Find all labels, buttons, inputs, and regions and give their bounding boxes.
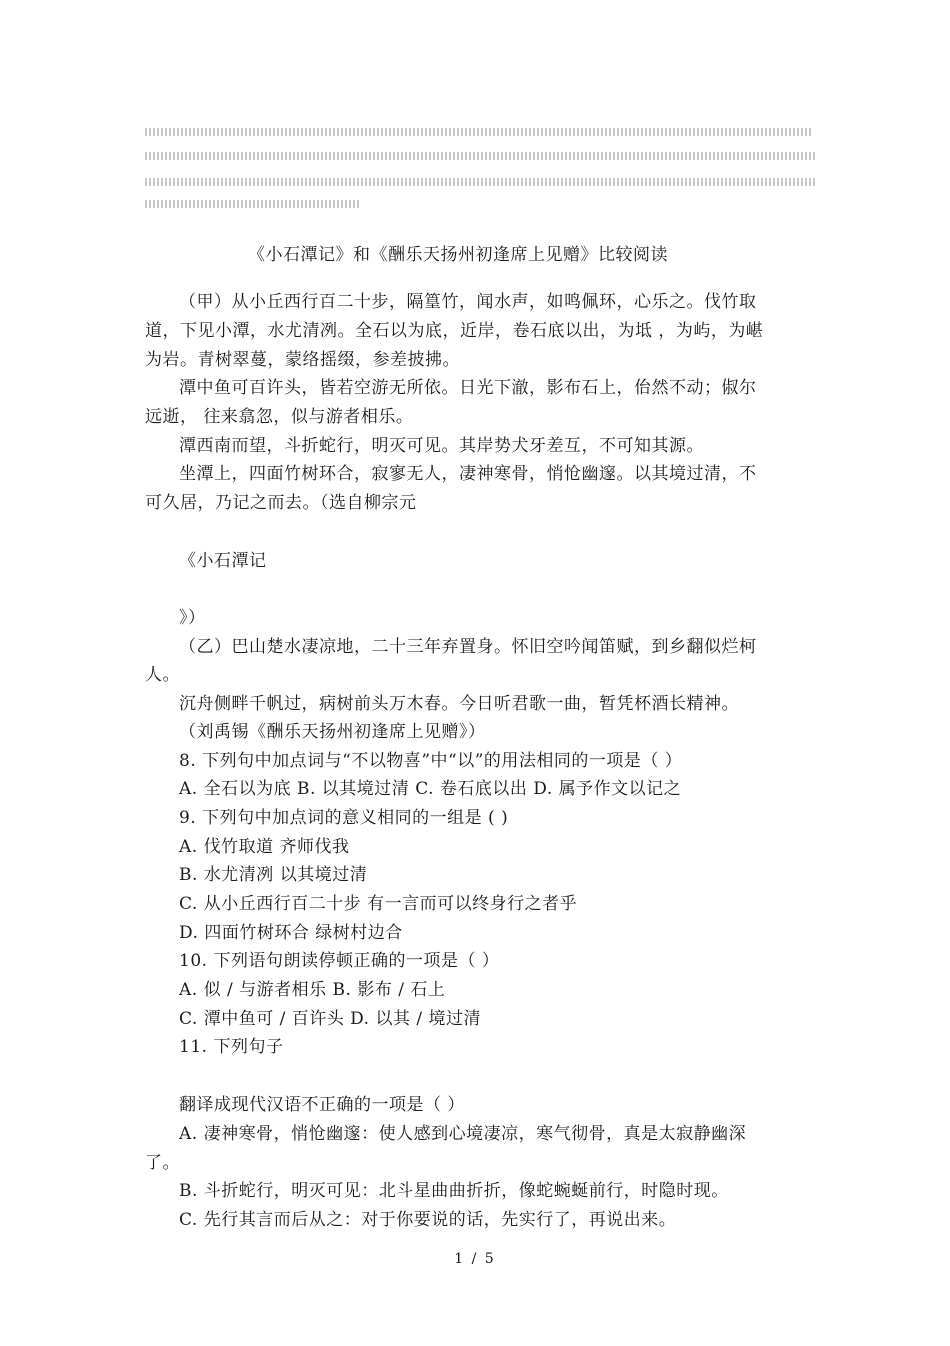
- question-line: C. 潭中鱼可 / 百许头 D. 以其 / 境过清: [179, 1009, 482, 1029]
- passage-a-line: 《小石潭记: [179, 551, 267, 571]
- question-line: C. 从小丘西行百二十步 有一言而可以终身行之者乎: [179, 894, 578, 914]
- passage-a-line: 坐潭上，四面竹树环合，寂寥无人，凄神寒骨，悄怆幽邃。以其境过清，不: [179, 464, 757, 484]
- question-line: 8. 下列句中加点词与“不以物喜”中“以”的用法相同的一项是（ ）: [179, 751, 683, 771]
- question-line: A. 伐竹取道 齐师伐我: [179, 837, 350, 857]
- passage-b-line: 人。: [145, 665, 180, 685]
- passage-a-line: 远逝， 往来翕忽，似与游者相乐。: [145, 407, 414, 427]
- page-title: 《小石潭记》和《酬乐天扬州初逢席上见赠》比较阅读: [248, 245, 668, 265]
- passage-b-line: （刘禹锡《酬乐天扬州初逢席上见赠》）: [179, 722, 486, 742]
- passage-b-line: 沉舟侧畔千帆过，病树前头万木春。今日听君歌一曲，暂凭杯酒长精神。: [179, 694, 739, 714]
- question-line: D. 四面竹树环合 绿树村边合: [179, 923, 403, 943]
- question-line: A. 似 / 与游者相乐 B. 影布 / 石上: [179, 980, 446, 1000]
- question-line: 翻译成现代汉语不正确的一项是（ ）: [179, 1095, 465, 1115]
- passage-a-line: 潭西南而望，斗折蛇行，明灭可见。其岸势犬牙差互，不可知其源。: [179, 436, 704, 456]
- question-line: C. 先行其言而后从之：对于你要说的话，先实行了，再说出来。: [179, 1210, 677, 1230]
- passage-a-line: 可久居，乃记之而去。（选自柳宗元: [145, 493, 417, 513]
- passage-a-line: （甲）从小丘西行百二十步，隔篁竹，闻水声，如鸣佩环，心乐之。伐竹取: [179, 292, 757, 312]
- header-noise-line: [145, 128, 813, 136]
- question-line: 10. 下列语句朗读停顿正确的一项是（ ）: [179, 951, 500, 971]
- question-line: 9. 下列句中加点词的意义相同的一组是 ( ): [179, 808, 509, 828]
- question-line: A. 凄神寒骨，悄怆幽邃：使人感到心境凄凉，寒气彻骨，真是太寂静幽深: [179, 1124, 747, 1144]
- header-noise-line: [145, 178, 817, 186]
- passage-a-line: 道，下见小潭，水尤清冽。全石以为底，近岸，卷石底以出，为坻 ，为屿，为嵁: [145, 321, 764, 341]
- question-line: 了。: [145, 1153, 180, 1173]
- question-line: A. 全石以为底 B. 以其境过清 C. 卷石底以出 D. 属予作文以记之: [179, 779, 682, 799]
- question-line: B. 水尤清冽 以其境过清: [179, 865, 368, 885]
- passage-a-line: 潭中鱼可百许头，皆若空游无所依。日光下澈，影布石上，佁然不动；俶尔: [179, 378, 757, 398]
- header-noise-line: [145, 200, 361, 208]
- question-line: B. 斗折蛇行，明灭可见：北斗星曲曲折折，像蛇蜿蜒前行，时隐时现。: [179, 1181, 729, 1201]
- header-noise-line: [145, 152, 817, 160]
- passage-a-line: 为岩。青树翠蔓，蒙络摇缀，参差披拂。: [145, 350, 460, 370]
- passage-a-line: 》）: [179, 608, 206, 628]
- passage-b-line: （乙）巴山楚水凄凉地，二十三年弃置身。怀旧空吟闻笛赋，到乡翻似烂柯: [179, 637, 757, 657]
- page-number: 1 / 5: [454, 1251, 496, 1267]
- question-line: 11. 下列句子: [179, 1037, 284, 1057]
